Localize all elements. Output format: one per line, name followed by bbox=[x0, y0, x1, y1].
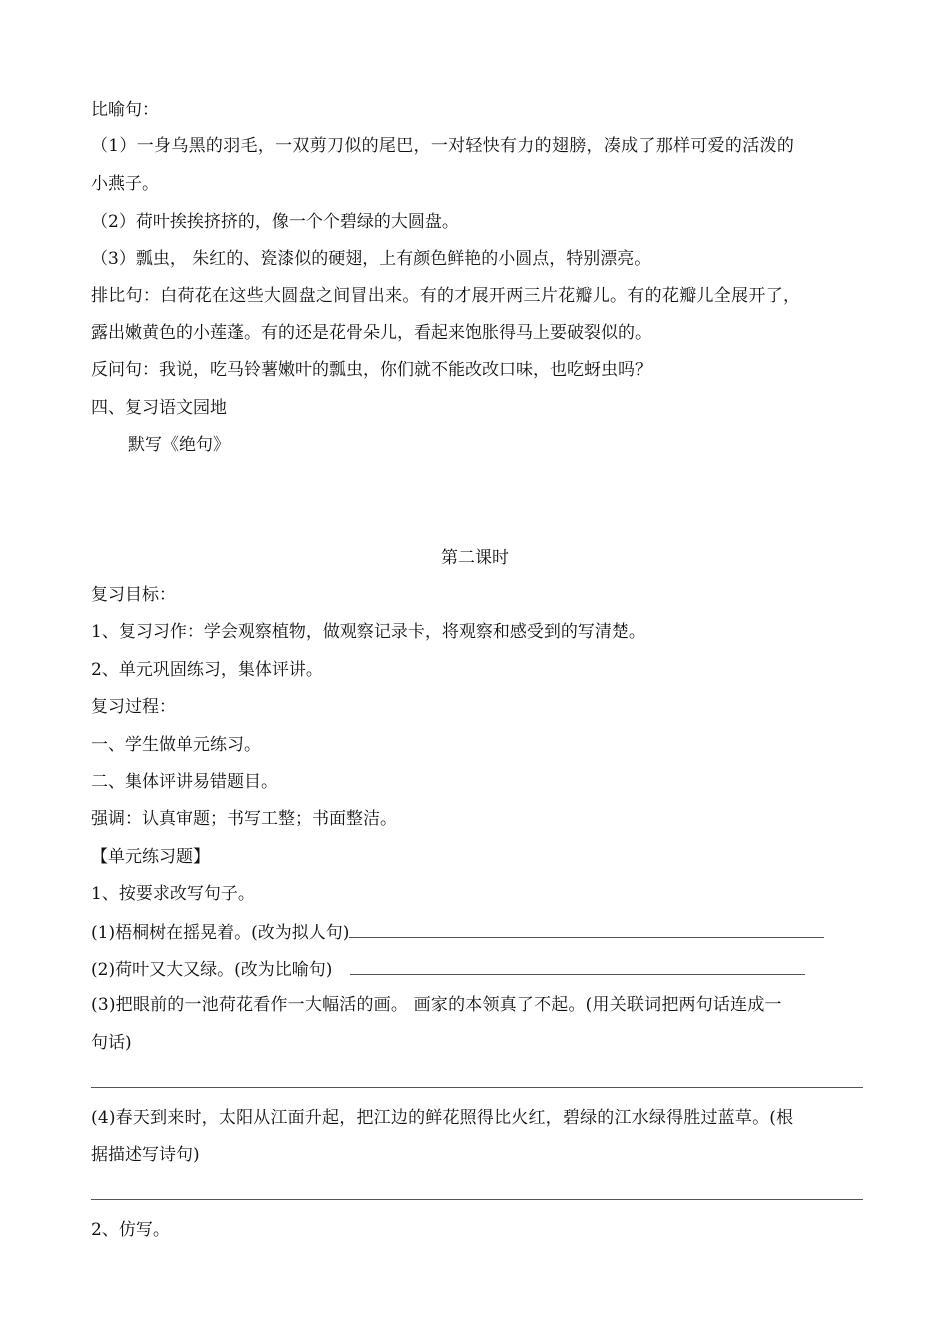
answer-blank-1[interactable] bbox=[349, 919, 824, 938]
answer-blank-2[interactable] bbox=[350, 956, 805, 975]
simile-heading: 比喻句： bbox=[91, 100, 159, 120]
step-2: 二、集体评讲易错题目。 bbox=[91, 772, 278, 792]
question-1-1 bbox=[91, 919, 871, 945]
step-1: 一、学生做单元练习。 bbox=[91, 735, 261, 755]
goal-2: 2、单元巩固练习，集体评讲。 bbox=[91, 660, 323, 680]
question-2: 2、仿写。 bbox=[91, 1220, 170, 1240]
question-1-3-line-b: 句话) bbox=[91, 1033, 132, 1053]
answer-line-3[interactable] bbox=[91, 1087, 863, 1088]
simile-3: （3）瓢虫， 朱红的、瓷漆似的硬翅，上有颜色鲜艳的小圆点，特别漂亮。 bbox=[91, 249, 652, 269]
parallel-line-b: 露出嫩黄色的小莲蓬。有的还是花骨朵儿，看起来饱胀得马上要破裂似的。 bbox=[91, 323, 652, 343]
exercise-heading: 【单元练习题】 bbox=[91, 847, 210, 867]
question-1-3-line-a: (3)把眼前的一池荷花看作一大幅活的画。 画家的本领真了不起。(用关联词把两句话连成一 bbox=[91, 995, 782, 1015]
process-heading: 复习过程： bbox=[91, 697, 176, 717]
simile-1-line-b: 小燕子。 bbox=[91, 174, 159, 194]
simile-2: （2）荷叶挨挨挤挤的，像一个个碧绿的大圆盘。 bbox=[91, 212, 459, 232]
goals-heading: 复习目标： bbox=[91, 585, 176, 605]
question-1-4-line-b: 据描述写诗句) bbox=[91, 1145, 200, 1165]
emphasis: 强调：认真审题；书写工整；书面整洁。 bbox=[91, 809, 397, 829]
answer-line-4[interactable] bbox=[91, 1199, 863, 1200]
rhetorical-question: 反问句：我说，吃马铃薯嫩叶的瓢虫，你们就不能改改口味，也吃蚜虫吗？ bbox=[91, 360, 652, 380]
question-1-4-line-a: (4)春天到来时，太阳从江面升起，把江边的鲜花照得比火红，碧绿的江水绿得胜过蓝草。(根 bbox=[91, 1108, 794, 1128]
goal-1: 1、复习习作：学会观察植物，做观察记录卡，将观察和感受到的写清楚。 bbox=[91, 622, 646, 642]
dictation-item: 默写《绝句》 bbox=[128, 435, 230, 455]
review-heading: 四、复习语文园地 bbox=[91, 398, 227, 418]
simile-1-line-a: （1）一身乌黑的羽毛，一双剪刀似的尾巴，一对轻快有力的翅膀，凑成了那样可爱的活泼的 bbox=[91, 136, 795, 156]
lesson-title: 第二课时 bbox=[441, 548, 509, 568]
question-1: 1、按要求改写句子。 bbox=[91, 884, 255, 904]
question-1-2 bbox=[91, 956, 871, 982]
question-1-1-text: (1)梧桐树在摇晃着。(改为拟人句) bbox=[91, 923, 350, 943]
parallel-line-a: 排比句：白荷花在这些大圆盘之间冒出来。有的才展开两三片花瓣儿。有的花瓣儿全展开了， bbox=[91, 286, 801, 306]
question-1-2-text: (2)荷叶又大又绿。(改为比喻句) bbox=[91, 960, 333, 980]
